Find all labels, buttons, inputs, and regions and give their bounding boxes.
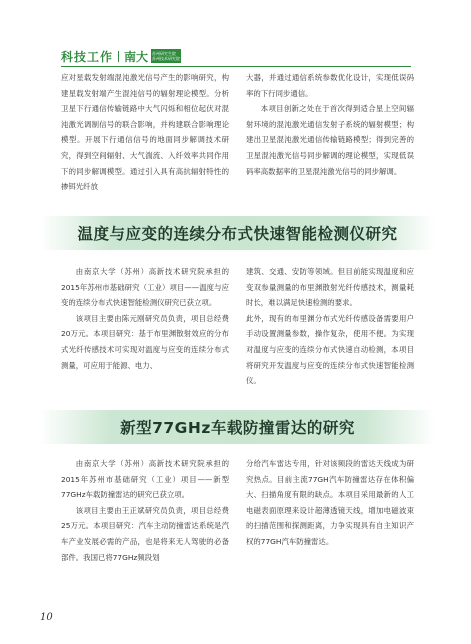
body-paragraph: 分给汽车雷达专用，针对该频段的雷达天线成为研究热点。目前主流77GH汽车防撞雷达存在体积偏大、扫描角度有限的缺点。本项目采用最新的人工电磁表面原理来设计超薄透镜天线，增加电磁波束的扫描范围和探测距离，力争实现具有自主知识产权的77GH汽车防撞雷达。 bbox=[246, 459, 414, 546]
top-right-column bbox=[246, 70, 414, 179]
body-paragraph: 由南京大学（苏州）高新技术研究院承担的2015年苏州市基础研究（工业）项目——温度与应变的连续分布式快速智能检测仪研究已获立项。 bbox=[61, 267, 229, 308]
article1-right-column bbox=[246, 264, 414, 389]
article-title: 新型77GHz车载防撞雷达的研究 bbox=[120, 419, 355, 437]
body-paragraph: 该项目主要由王正斌研究员负责，项目总经费25万元。本项目研究：汽车主动防撞雷达系统是汽车产业发展必需的产品，也是将来无人驾驶的必备部件。我国已将77GHz频段划 bbox=[61, 505, 229, 562]
body-paragraph: 建筑、交通、安防等领域。但目前能实现温度和应变双参量测量的布里渊散射光纤传感技术，测量耗时长，难以满足快速检测的要求。 bbox=[246, 267, 414, 308]
article-title-banner bbox=[40, 410, 435, 444]
page-header bbox=[61, 48, 181, 64]
body-paragraph: 由南京大学（苏州）高新技术研究院承担的2015年苏州市基础研究（工业）项目——新型77GHz车载防撞雷达的研究已获立项。 bbox=[61, 459, 229, 500]
body-paragraph: 大器，并通过通信系统参数优化设计，实现低误码率的下行同步通信。 bbox=[246, 73, 414, 98]
article2-right-column bbox=[246, 456, 414, 550]
logo-line-2: 苏州技术研究院 bbox=[152, 56, 181, 61]
body-paragraph: 此外，现有的布里渊分布式光纤传感设备需要用户手动设置测量参数，操作复杂，使用不便。为实现对温度与应变的连续分布式快速自动检测，本项目将研究开发温度与应变的连续分布式快速智能检测仪。 bbox=[246, 313, 414, 386]
body-paragraph: 该项目主要由陈元刚研究员负责，项目总经费20万元。本项目研究：基于布里渊散射效应的分布式光纤传感技术可实现对温度与应变的连续分布式测量，可应用于能源、电力、 bbox=[61, 313, 229, 370]
body-paragraph: 应对星载发射端混沌激光信号产生的影响研究，构建星载发射端产生混沌信号的辐射理论模型。分析卫星下行通信传输链路中大气闪烁和相位起伏对混沌激光调制信号的联合影响，并构建联合影响理论模型。开展下行通信信号的地面同步解调技术研究，得到空间辐射、大气湍流、入纤效率共同作用下的同步解调模型。通过引入具有高抗辐射特性的掺铒光纤放 bbox=[61, 73, 229, 192]
article2-left-column bbox=[61, 456, 229, 565]
section-title: 科技工作 bbox=[61, 49, 114, 64]
page-number: 10 bbox=[40, 612, 53, 623]
header-divider bbox=[118, 51, 119, 62]
article-title: 温度与应变的连续分布式快速智能检测仪研究 bbox=[77, 225, 398, 243]
top-left-column bbox=[61, 70, 229, 195]
org-logo bbox=[151, 49, 181, 63]
article-title-banner bbox=[40, 216, 435, 250]
logo-line-1: 苏州研究生院 bbox=[152, 51, 177, 56]
article1-left-column bbox=[61, 264, 229, 373]
org-name: 南大 bbox=[124, 49, 149, 64]
body-paragraph: 本项目创新之处在于首次得到适合星上空间辐射环境的混沌激光通信发射子系统的辐射模型；构建出卫星混沌激光通信传输链路模型；得到完善的卫星混沌激光信号同步解调的理论模型，实现低误码率高数据率的卫星混沌激光信号的同步解调。 bbox=[246, 104, 414, 176]
header-rule bbox=[61, 66, 411, 67]
